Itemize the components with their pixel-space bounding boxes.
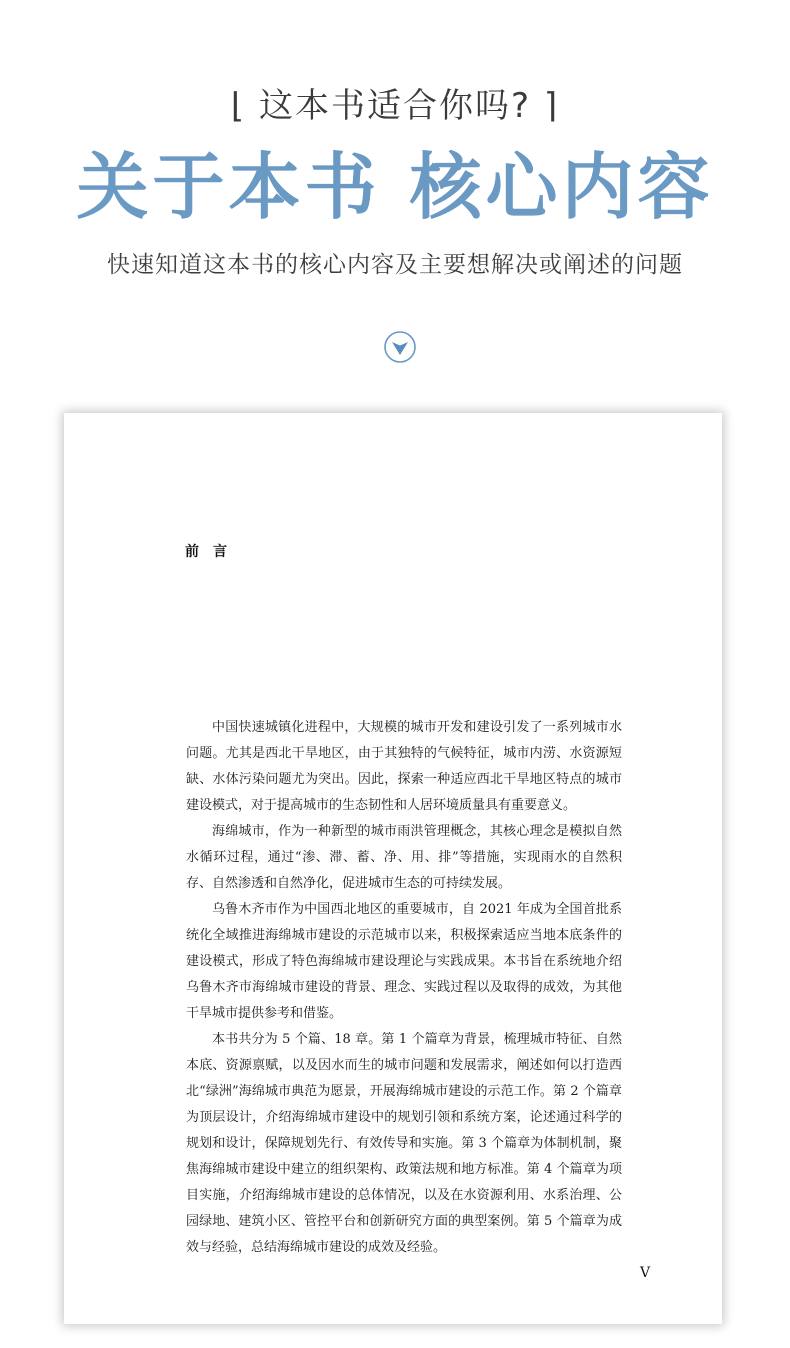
chevron-down-circle-icon xyxy=(384,331,416,363)
preface-heading: 前言 xyxy=(185,544,241,560)
paragraph: 中国快速城镇化进程中，大规模的城市开发和建设引发了一系列城市水问题。尤其是西北干旱地区，由于其独特的气候特征，城市内涝、水资源短缺、水体污染问题尤为突出。因此，探索一种适应西北干旱地区特点的城市建设模式，对于提高城市的生态韧性和人居环境质量具有重要意义。 xyxy=(186,720,622,813)
preface-body xyxy=(186,715,622,1261)
paragraph: 乌鲁木齐市作为中国西北地区的重要城市，自 2021 年成为全国首批系统化全域推进海绵城市建设的示范城市以来，积极探索适应当地本底条件的建设模式，形成了特色海绵城市建设理论与实践成果。本书旨在系统地介绍乌鲁木齐市海绵城市建设的背景、理念、实践过程以及取得的成效，为其他干旱城市提供参考和借鉴。 xyxy=(186,902,622,1021)
bracket-open: ⌊ xyxy=(230,86,247,126)
page-title: 关于本书 核心内容 xyxy=(76,144,714,229)
bracket-close: ⌉ xyxy=(543,86,560,126)
paragraph: 海绵城市，作为一种新型的城市雨洪管理概念，其核心理念是模拟自然水循环过程，通过“渗、滞、蓄、净、用、排”等措施，实现雨水的自然积存、自然渗透和自然净化，促进城市生态的可持续发展。 xyxy=(186,824,622,891)
paragraph: 本书共分为 5 个篇、18 章。第 1 个篇章为背景，梳理城市特征、自然本底、资源禀赋，以及因水而生的城市问题和发展需求，阐述如何以打造西北“绿洲”海绵城市典范为愿景，开展海绵城市建设的示范工作。第 2 个篇章为顶层设计，介绍海绵城市建设中的规划引领和系统方案，论述通过科学的规划和设计，保障规划先行、有效传导和实施。第 3 个篇章为体制机制，聚焦海绵城市建设中建立的组织架构、政策法规和地方标准。第 4 个篇章为项目实施，介绍海绵城市建设的总体情况，以及在水资源利用、水系治理、公园绿地、建筑小区、管控平台和创新研究方面的典型案例。第 5 个篇章为成效与经验，总结海绵城市建设的成效及经验。 xyxy=(186,1032,622,1255)
page-subtitle: 快速知道这本书的核心内容及主要想解决或阐述的问题 xyxy=(107,252,683,278)
page-number: V xyxy=(640,1265,651,1281)
kicker-text: 这本书适合你吗? xyxy=(258,86,532,126)
kicker-question xyxy=(0,78,790,127)
book-page xyxy=(64,413,722,1324)
